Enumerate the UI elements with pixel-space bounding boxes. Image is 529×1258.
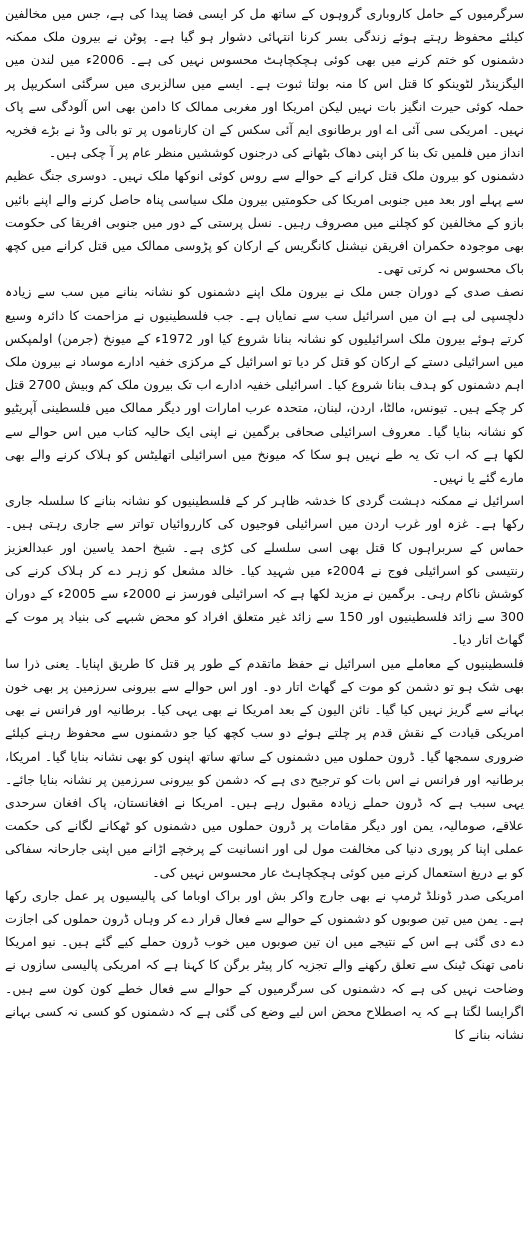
article-paragraph-5: فلسطینیوں کے معاملے میں اسرائیل نے حفظ ماتقدم کے طور پر قتل کا طریق اپنایا۔ یعنی ذرا سا بھی شک ہو تو دشمن کو موت کے گھاٹ اتار دو۔ اور اس حوالے سے بیرونی سرزمین پر بھی خون بہانے سے گریز نہیں کیا گیا۔ نائن الیون کے بعد امریکا نے بھی یہی کیا۔ برطانیہ اور فرانس نے بھی امریکی قیادت کے نقش قدم پر چلتے ہوئے دو سب کچھ کیا جو دشمنوں سے محفوظ رہنے کیلئے ضروری سمجھا گیا۔ ڈرون حملوں میں دشمنوں کے ساتھ ساتھ اپنوں کو بھی نشانہ بنایا گیا۔ امریکا، برطانیہ اور فرانس نے اس بات کو ترجیح دی ہے کہ دشمن کو بیرونی سرزمین پر نشانہ بنایا جائے۔ یہی سبب ہے کہ ڈرون حملے زیادہ مقبول رہے ہیں۔ امریکا نے افغانستان، پاک افغان سرحدی علاقے، صومالیہ، یمن اور دیگر مقامات پر ڈرون حملوں میں دشمنوں کو ٹھکانے لگانے کی حکمت عملی اپنا کر پوری دنیا کی مخالفت مول لی اور انسانیت کے پرخچے اڑانے میں اپنی جارحانہ سفاکی کو بے دریغ استعمال کرنے میں کوئی ہچکچاہٹ عار محسوس نہیں کی۔ xyxy=(5,655,524,880)
article-paragraph-3: نصف صدی کے دوران جس ملک نے بیرون ملک اپنے دشمنوں کو نشانہ بنانے میں سب سے زیادہ دلچسپی لی ہے ان میں اسرائیل سب سے نمایاں ہے۔ جب فلسطینیوں نے مزاحمت کا دائرہ وسیع کرتے ہوئے بیرون ملک اسرائیلیوں کو نشانہ بنانا شروع کیا اور 1972ء کے میونخ (جرمن) اولمپکس میں اسرائیلی دستے کے ارکان کو قتل کر دیا تو اسرائیل کے مرکزی خفیہ ادارے موساد نے بیرون ملک اہم دشمنوں کو ہدف بنانا شروع کیا۔ اسرائیلی خفیہ ادارے اب تک بیرون ملک کم وبیش 2700 قتل کر چکے ہیں۔ تیونس، مالٹا، اردن، لبنان، متحدہ عرب امارات اور دیگر ممالک میں فلسطینی آپریٹیو کو نشانہ بنایا گیا۔ معروف اسرائیلی صحافی برگمین نے اپنی ایک حالیہ کتاب میں اس حوالے سے لکھا ہے کہ اب تک یہ طے نہیں ہو سکا کہ میونخ میں اسرائیلی اتھلیٹس کو ہلاک کرنے والے بھی مارے گئے یا نہیں۔ xyxy=(5,284,524,486)
article-paragraph-6: امریکی صدر ڈونلڈ ٹرمپ نے بھی جارج واکر بش اور براک اوباما کی پالیسیوں پر عمل جاری رکھا ہے۔ یمن میں تین صوبوں کو دشمنوں کے حوالے سے فعال قرار دے کر وہاں ڈرون حملوں کی اجازت دے دی گئی ہے اس کے نتیجے میں ان تین صوبوں میں خوب ڈرون حملے کیے گئے ہیں۔ نیو امریکا نامی تھنک ٹینک سے تعلق رکھنے والے تجزیہ کار پیٹر برگن کا کہنا ہے کہ امریکی پالیسی سازوں نے وضاحت نہیں کی ہے کہ دشمنوں کی سرگرمیوں کے حوالے سے فعال خطے کون کون سے ہیں۔ اگرایسا لگتا ہے کہ یہ اصطلاح محض اس لیے وضع کی گئی ہے کہ دشمنوں کو کسی نہ کسی بہانے نشانہ بنانے کا xyxy=(5,887,524,1042)
article-paragraph-4: اسرائیل نے ممکنہ دہشت گردی کا خدشہ ظاہر کر کے فلسطینیوں کو نشانہ بنانے کا سلسلہ جاری رکھا ہے۔ غزہ اور غرب اردن میں اسرائیلی فوجیوں کی کارروائیاں تواتر سے جاری رہتی ہیں۔ حماس کے سربراہوں کا قتل بھی اسی سلسلے کی کڑی ہے۔ شیخ احمد یاسین اور عبدالعزیز رنتیسی کو اسرائیلی فوج نے 2004ء میں شہید کیا۔ خالد مشعل کو زہر دے کر ہلاک کرنے کی کوشش ناکام رہی۔ برگمین نے مزید لکھا ہے کہ اسرائیلی فورسز نے 2000ء سے 2005ء کے دوران 300 سے زائد فلسطینیوں اور 150 سے زائد غیر متعلق افراد کو محض شبہے کی بنیاد پر موت کے گھاٹ اتار دیا۔ xyxy=(5,493,524,648)
article-paragraph-1: سرگرمیوں کے حامل کاروباری گروہوں کے ساتھ مل کر ایسی فضا پیدا کی ہے، جس میں مخالفین کیلئے محفوظ رہتے ہوئے زندگی بسر کرنا انتہائی دشوار ہو گیا ہے۔ پوٹن نے بیرون ملک ممکنہ دشمنوں کو ختم کرنے میں بھی کوئی ہچکچاہٹ محسوس نہیں کی ہے۔ 2006ء میں لندن میں الیگزینڈر لٹوینکو کا قتل اس کا منہ بولتا ثبوت ہے۔ ایسے میں سالزبری میں سرگئی اسکریپل پر حملہ کوئی حیرت انگیز بات نہیں لیکن امریکا اور مغربی ممالک کا دامن بھی اس آلودگی سے پاک نہیں۔ امریکی سی آئی اے اور برطانوی ایم آئی سکس کے ان کارناموں پر تو بالی وڈ نے بڑے فخریہ انداز میں فلمیں تک بنا کر اپنی دھاک بٹھانے کی درجنوں کوششیں منظر عام پر آ چکی ہیں۔ xyxy=(5,6,524,161)
article-paragraph-2: دشمنوں کو بیرون ملک قتل کرانے کے حوالے سے روس کوئی انوکھا ملک نہیں۔ دوسری جنگ عظیم سے پہلے اور بعد میں جنوبی امریکا کی حکومتیں بیرون ملک سیاسی پناہ حاصل کرنے والے اپنے بائیں بازو کے مخالفین کو کچلنے میں مصروف رہیں۔ نسل پرستی کے دور میں جنوبی افریقا کی حکومت بھی موجودہ حکمران افریقن نیشنل کانگریس کے ارکان کو پڑوسی ممالک میں قتل کرانے میں کچھ باک محسوس نہ کرتی تھی۔ xyxy=(5,168,524,277)
